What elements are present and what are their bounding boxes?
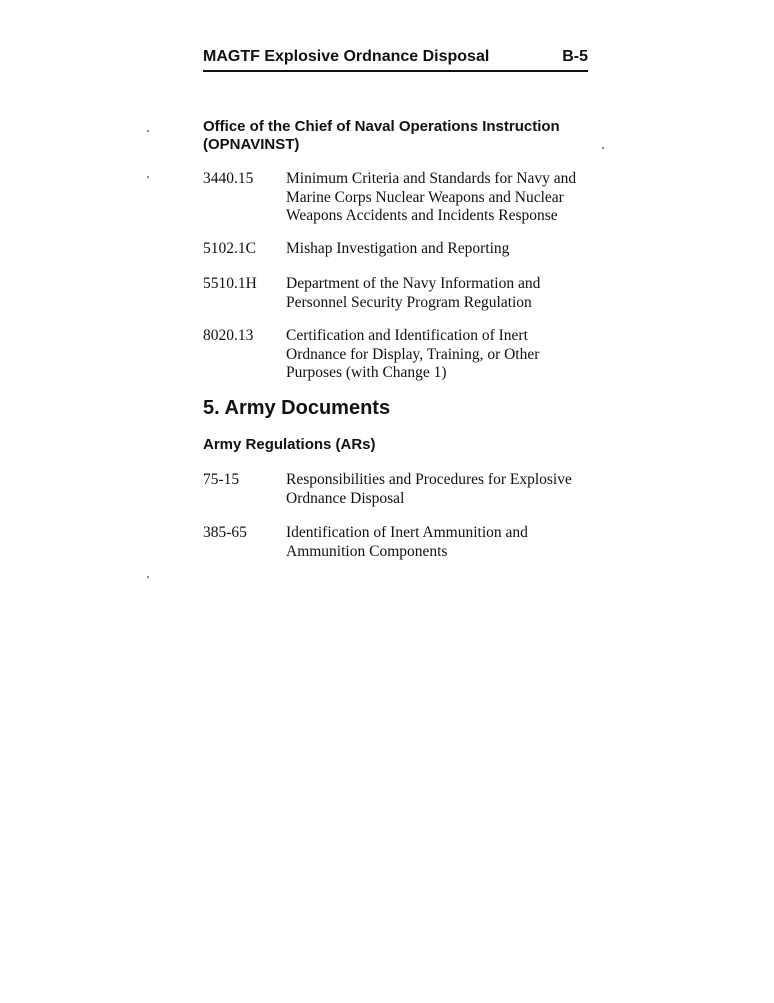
scan-speck: [602, 147, 604, 149]
scan-speck: [147, 176, 149, 178]
scan-speck: [147, 576, 149, 578]
reference-title: [286, 471, 596, 508]
army-subheading: Army Regulations (ARs): [203, 436, 376, 453]
reference-title-line: Certification and Identification of Inert: [286, 327, 528, 344]
reference-number: 3440.15: [203, 170, 254, 187]
opnav-heading-line-2: (OPNAVINST): [203, 136, 300, 153]
reference-title-line: Ordnance for Display, Training, or Other: [286, 345, 540, 363]
reference-title-line: Ammunition Components: [286, 542, 448, 560]
reference-title-line: Responsibilities and Procedures for Explosive: [286, 471, 572, 488]
reference-title: [286, 170, 596, 226]
section-title: 5. Army Documents: [203, 397, 391, 419]
reference-title-line: Mishap Investigation and Reporting: [286, 240, 510, 257]
scan-speck: [147, 130, 149, 132]
reference-title: [286, 524, 596, 561]
reference-number: 5102.1C: [203, 240, 256, 257]
reference-number: 75-15: [203, 471, 240, 488]
reference-title-line: Weapons Accidents and Incidents Response: [286, 207, 558, 224]
reference-title-line: Department of the Navy Information and: [286, 275, 541, 292]
reference-title-line: Marine Corps Nuclear Weapons and Nuclear: [286, 188, 564, 206]
running-header: [203, 46, 588, 72]
reference-title-line: Minimum Criteria and Standards for Navy and: [286, 170, 577, 187]
reference-title: [286, 327, 596, 383]
header-title: MAGTF Explosive Ordnance Disposal: [203, 48, 490, 65]
reference-number: 5510.1H: [203, 275, 257, 292]
reference-title: [286, 240, 596, 259]
reference-title: [286, 275, 596, 312]
reference-number: 8020.13: [203, 327, 254, 344]
reference-title-line: Personnel Security Program Regulation: [286, 293, 532, 311]
reference-title-line: Ordnance Disposal: [286, 489, 405, 507]
reference-number: 385-65: [203, 524, 247, 541]
reference-title-line: Identification of Inert Ammunition and: [286, 524, 528, 541]
opnav-heading-line-1: Office of the Chief of Naval Operations Instruction: [203, 118, 560, 135]
opnav-heading: [203, 118, 560, 154]
page-number: B-5: [562, 48, 588, 65]
reference-title-line: Purposes (with Change 1): [286, 364, 447, 381]
